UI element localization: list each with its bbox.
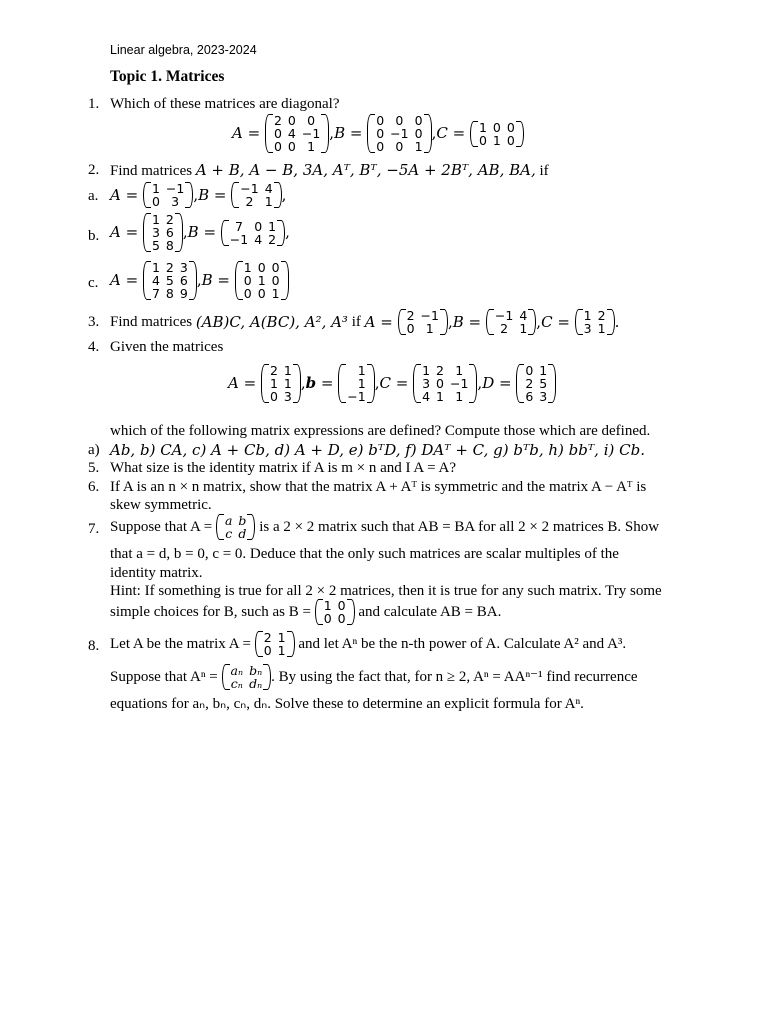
matrix-cell: cₙ	[230, 676, 243, 691]
matrix-cell: 1	[519, 321, 528, 336]
matrix-cell: 0	[273, 139, 282, 154]
matrix-cell: 0	[257, 260, 266, 275]
matrix-cell: 1	[422, 363, 431, 378]
matrix-cell: 1	[283, 376, 292, 391]
left-paren	[143, 182, 151, 208]
right-paren	[274, 182, 282, 208]
matrix-cells	[406, 309, 440, 335]
q4-expressions: Ab, b) CA, c) A + Cb, d) A + D, e) bᵀD, f) DAᵀ + C, g) bᵀb, h) bbᵀ, i) Cb.	[110, 441, 645, 459]
matrix-cells	[224, 514, 247, 540]
matrix-cell: −1	[301, 126, 321, 141]
matrix-cell: 4	[254, 231, 263, 247]
left-paren	[222, 664, 230, 690]
matrix-cells	[263, 631, 287, 657]
matrix-cell: 2	[263, 630, 272, 645]
right-paren	[175, 213, 183, 252]
left-paren	[143, 213, 151, 252]
matrix-cell: dₙ	[249, 676, 263, 691]
q5-number: 5.	[88, 460, 100, 476]
matrix-cells	[151, 182, 185, 208]
matrix-cell: 0	[273, 126, 282, 141]
right-paren	[247, 514, 255, 540]
matrix-cell: 0	[337, 611, 346, 626]
matrix-cell: 0	[271, 260, 280, 275]
matrix-cell: 3	[583, 321, 592, 336]
matrix-cell: 2	[165, 260, 174, 275]
matrix-cell: 2	[436, 363, 444, 378]
matrix-cell: 3	[171, 194, 180, 209]
q7-hint: Hint: If something is true for all 2 × 2 matrices, then it is true for any such matrix. Try some	[110, 583, 662, 599]
matrix-cell: 1	[414, 139, 423, 154]
matrix-cells	[229, 220, 277, 246]
right-paren	[347, 599, 355, 625]
matrix-cell: 3	[422, 376, 431, 391]
matrix-cell: 4	[264, 181, 273, 196]
matrix-cell: 5	[151, 238, 160, 253]
matrix-cells	[151, 261, 189, 300]
matrix-cell: d	[238, 526, 247, 541]
matrix-cell: −1	[449, 376, 469, 391]
matrix-cell: b	[238, 513, 247, 528]
q7-matrix-a	[216, 514, 255, 540]
left-paren	[143, 261, 151, 300]
q8-matrix-an	[222, 664, 272, 690]
matrix-cell: 2	[525, 376, 534, 391]
matrix-cell: c	[225, 526, 233, 541]
right-paren	[321, 114, 329, 153]
matrix-cell: 0	[376, 139, 385, 154]
q4-question: which of the following matrix expressions are defined? Compute those which are defined.	[110, 423, 651, 439]
matrix-cell: 4	[151, 273, 160, 288]
q4-matrix-a	[261, 364, 301, 403]
matrix-cell: 1	[257, 273, 266, 288]
right-paren	[293, 364, 301, 403]
q7-line1: Suppose that A = a b c d is a 2 × 2 matrix such that AB = BA for all 2 × 2 matrices B. Show	[110, 513, 660, 541]
q2c-matrix-b	[235, 261, 289, 300]
q2c-label: c.	[88, 275, 99, 291]
matrix-cells	[375, 114, 423, 153]
q8-matrix-a	[255, 631, 295, 657]
left-paren	[216, 514, 224, 540]
matrix-cell: 0	[525, 363, 534, 378]
matrix-cells	[230, 664, 264, 690]
q3-matrix-a	[398, 309, 448, 335]
q4-matrix-d	[516, 364, 556, 403]
left-paren	[231, 182, 239, 208]
matrix-cells	[494, 309, 528, 335]
matrix-cell: 7	[151, 286, 160, 301]
matrix-cell: 2	[269, 363, 278, 378]
q2b-label: b.	[88, 228, 100, 244]
matrix-cells	[346, 364, 366, 403]
matrix-cell: 1	[425, 321, 434, 336]
matrix-cell: 1	[268, 218, 277, 234]
matrix-cells	[478, 121, 516, 147]
matrix-cells	[524, 364, 548, 403]
matrix-cell: 3	[283, 389, 292, 404]
left-paren	[315, 599, 323, 625]
matrix-cell: −1	[229, 231, 249, 247]
matrix-cell: 0	[257, 286, 266, 301]
left-paren	[367, 114, 375, 153]
q2c-matrices: A = 1 2 3 4 5 6 7 8 9 , B = 1 0 0 0 1 0 0 0 1	[110, 261, 289, 300]
right-paren	[607, 309, 615, 335]
matrix-cell: 1	[151, 181, 160, 196]
matrix-cell: 0	[506, 132, 515, 148]
matrix-cell: 0	[307, 113, 316, 128]
matrix-cell: 2	[597, 308, 606, 323]
matrix-cell: 1	[478, 119, 487, 135]
left-paren	[255, 631, 263, 657]
q2c-matrix-a	[143, 261, 197, 300]
right-paren	[548, 364, 556, 403]
left-paren	[470, 121, 478, 147]
matrix-cell: 1	[283, 363, 292, 378]
topic-title: Topic 1. Matrices	[110, 68, 225, 85]
left-paren	[413, 364, 421, 403]
right-paren	[367, 364, 375, 403]
matrix-cell: 0	[243, 273, 252, 288]
q6-line2: skew symmetric.	[110, 497, 212, 513]
matrix-cell: 1	[271, 286, 280, 301]
matrix-cell: 1	[277, 643, 286, 658]
q8-line1: Let A be the matrix A = 2 1 0 1 and let Aⁿ be the n-th power of A. Calculate A² and A³.	[110, 630, 627, 658]
q2a-matrix-b	[231, 182, 281, 208]
matrix-cell: 2	[500, 321, 509, 336]
left-paren	[261, 364, 269, 403]
matrix-cells	[151, 213, 175, 252]
matrix-cell: 0	[243, 286, 252, 301]
right-paren	[263, 664, 271, 690]
matrix-cell: 0	[436, 376, 444, 391]
q7-matrix-b	[315, 599, 355, 625]
q2a-label: a.	[88, 188, 99, 204]
matrix-cell: 0	[254, 218, 263, 234]
q1-matrices: A = 2 0 0 0 4 −1 0 0 1 , B = 0 0 0 0 −1 0 0 0 1 , C = 1 0 0 0 1 0	[232, 114, 524, 153]
matrix-cells	[323, 599, 347, 625]
matrix-cell: 6	[525, 389, 534, 404]
matrix-cell: 3	[151, 225, 160, 240]
matrix-cell: 1	[323, 598, 332, 613]
matrix-cell: 1	[264, 194, 273, 209]
matrix-cell: 1	[243, 260, 252, 275]
matrix-cell: 1	[269, 376, 278, 391]
q1-text: Which of these matrices are diagonal?	[110, 96, 340, 112]
q8-number: 8.	[88, 638, 100, 654]
q4-matrix-c	[413, 364, 477, 403]
matrix-cell: 7	[235, 218, 243, 234]
right-paren	[516, 121, 524, 147]
matrix-cell: 4	[519, 308, 528, 323]
q4-text: Given the matrices	[110, 339, 224, 355]
matrix-cell: −1	[240, 181, 259, 196]
q2b-matrix-b	[221, 220, 285, 246]
matrix-cell: 0	[395, 139, 404, 154]
matrix-cell: 0	[478, 132, 487, 148]
matrix-cell: 2	[165, 212, 174, 227]
q7-number: 7.	[88, 521, 100, 537]
q2-number: 2.	[88, 162, 100, 178]
matrix-cell: 0	[271, 273, 280, 288]
q4-list-label: a)	[88, 442, 100, 458]
matrix-cells	[421, 364, 469, 403]
matrix-cell: 1	[151, 212, 160, 227]
matrix-cell: 2	[406, 308, 415, 323]
matrix-cells	[243, 261, 281, 300]
right-paren	[277, 220, 285, 246]
matrix-cell: 1	[597, 321, 606, 336]
right-paren	[185, 182, 193, 208]
q3-number: 3.	[88, 314, 100, 330]
q5-text: What size is the identity matrix if A is m × n and I A = A?	[110, 460, 457, 476]
right-paren	[189, 261, 197, 300]
q2b-matrices: A = 1 2 3 6 5 8 , B = 7 0 1 −1 4 2 ,	[110, 212, 290, 253]
matrix-cell: 0	[376, 113, 385, 128]
matrix-cell: 1	[357, 376, 366, 391]
matrix-cell: 0	[263, 643, 272, 658]
matrix-cell: −1	[347, 389, 366, 404]
document-header: Linear algebra, 2023-2024	[110, 43, 257, 57]
matrix-cell: 0	[287, 139, 296, 154]
q4-vector-b	[338, 364, 374, 403]
q3-matrix-b	[486, 309, 536, 335]
matrix-cell: 1	[277, 630, 286, 645]
left-paren	[221, 220, 229, 246]
left-paren	[516, 364, 524, 403]
q3-matrix-c	[575, 309, 615, 335]
q6-line1: If A is an n × n matrix, show that the matrix A + Aᵀ is symmetric and the matrix A − Aᵀ is	[110, 479, 647, 495]
right-paren	[424, 114, 432, 153]
matrix-cell: −1	[165, 181, 185, 196]
matrix-cell: 6	[179, 273, 188, 288]
right-paren	[469, 364, 477, 403]
matrix-cell: 0	[506, 119, 515, 135]
q6-number: 6.	[88, 479, 100, 495]
matrix-cell: 0	[287, 113, 296, 128]
matrix-cell: 3	[539, 389, 548, 404]
left-paren	[265, 114, 273, 153]
matrix-cell: a	[224, 513, 233, 528]
matrix-cell: 0	[406, 321, 415, 336]
matrix-cell: 1	[455, 363, 464, 378]
q2a-matrix-a	[143, 182, 193, 208]
left-paren	[398, 309, 406, 335]
matrix-cell: 0	[376, 126, 385, 141]
matrix-cell: 2	[268, 231, 277, 247]
q1-matrix-c	[470, 121, 524, 147]
matrix-cell: 0	[151, 194, 160, 209]
matrix-cell: 2	[273, 113, 282, 128]
right-paren	[287, 631, 295, 657]
matrix-cell: 1	[492, 132, 501, 148]
matrix-cell: 0	[395, 113, 404, 128]
matrix-cell: −1	[390, 126, 409, 141]
matrix-cell: 9	[179, 286, 188, 301]
q7-line2: that a = d, b = 0, c = 0. Deduce that the only such matrices are scalar multiples of the	[110, 546, 619, 562]
matrix-cells	[273, 114, 321, 153]
q7-hint-line2: simple choices for B, such as B = 1 0 0 0 and calculate AB = BA.	[110, 598, 502, 626]
matrix-cell: 4	[422, 389, 431, 404]
matrix-cell: 5	[165, 273, 174, 288]
q8-line3: equations for aₙ, bₙ, cₙ, dₙ. Solve these to determine an explicit formula for Aⁿ.	[110, 696, 584, 712]
matrix-cell: 0	[337, 598, 346, 613]
matrix-cell: 0	[414, 126, 423, 141]
matrix-cell: aₙ	[230, 663, 244, 678]
right-paren	[440, 309, 448, 335]
matrix-cells	[269, 364, 293, 403]
matrix-cell: bₙ	[249, 663, 263, 678]
right-paren	[281, 261, 289, 300]
left-paren	[575, 309, 583, 335]
q2b-matrix-a	[143, 213, 183, 252]
left-paren	[235, 261, 243, 300]
q8-line2: Suppose that Aⁿ = aₙ bₙ cₙ dₙ . By using the fact that, for n ≥ 2, Aⁿ = AAⁿ⁻¹ find recurrence	[110, 663, 638, 691]
q7-line3: identity matrix.	[110, 565, 203, 581]
q3-text: Find matrices (AB)C, A(BC), A², A³ if A = 2 −1 0 1 , B = −1 4 2 1 , C = 1 2 3 1 .	[110, 308, 620, 336]
matrix-cell: 1	[151, 260, 160, 275]
matrix-cell: 6	[165, 225, 174, 240]
matrix-cell: 1	[436, 389, 444, 404]
matrix-cell: 8	[165, 238, 174, 253]
q4-matrices: A = 2 1 1 1 0 3 , b = 1 1 −1 , C = 1 2 1 3 0 −1 4 1 1 , D = 0 1 2 5 6 3	[228, 364, 556, 403]
matrix-cell: 1	[307, 139, 316, 154]
matrix-cells	[583, 309, 607, 335]
matrix-cell: −1	[420, 308, 439, 323]
q2-text: Find matrices A + B, A − B, 3A, Aᵀ, Bᵀ, −5A + 2Bᵀ, AB, BA, if	[110, 161, 549, 179]
q1-number: 1.	[88, 96, 100, 112]
matrix-cell: 2	[245, 194, 254, 209]
matrix-cell: 0	[323, 611, 332, 626]
matrix-cell: 5	[539, 376, 548, 391]
left-paren	[338, 364, 346, 403]
matrix-cell: 1	[357, 363, 366, 378]
q1-matrix-a	[265, 114, 329, 153]
q4-number: 4.	[88, 339, 100, 355]
matrix-cell: −1	[494, 308, 514, 323]
matrix-cells	[239, 182, 273, 208]
matrix-cell: 8	[165, 286, 174, 301]
matrix-cell: 4	[287, 126, 296, 141]
matrix-cell: 1	[455, 389, 464, 404]
left-paren	[486, 309, 494, 335]
right-paren	[528, 309, 536, 335]
q1-matrix-b	[367, 114, 431, 153]
matrix-cell: 1	[583, 308, 592, 323]
matrix-cell: 3	[179, 260, 188, 275]
matrix-cell: 0	[492, 119, 501, 135]
matrix-cell: 0	[414, 113, 423, 128]
matrix-cell: 0	[269, 389, 278, 404]
matrix-cell: 1	[539, 363, 548, 378]
q2a-matrices: A = 1 −1 0 3 , B = −1 4 2 1 ,	[110, 181, 287, 209]
